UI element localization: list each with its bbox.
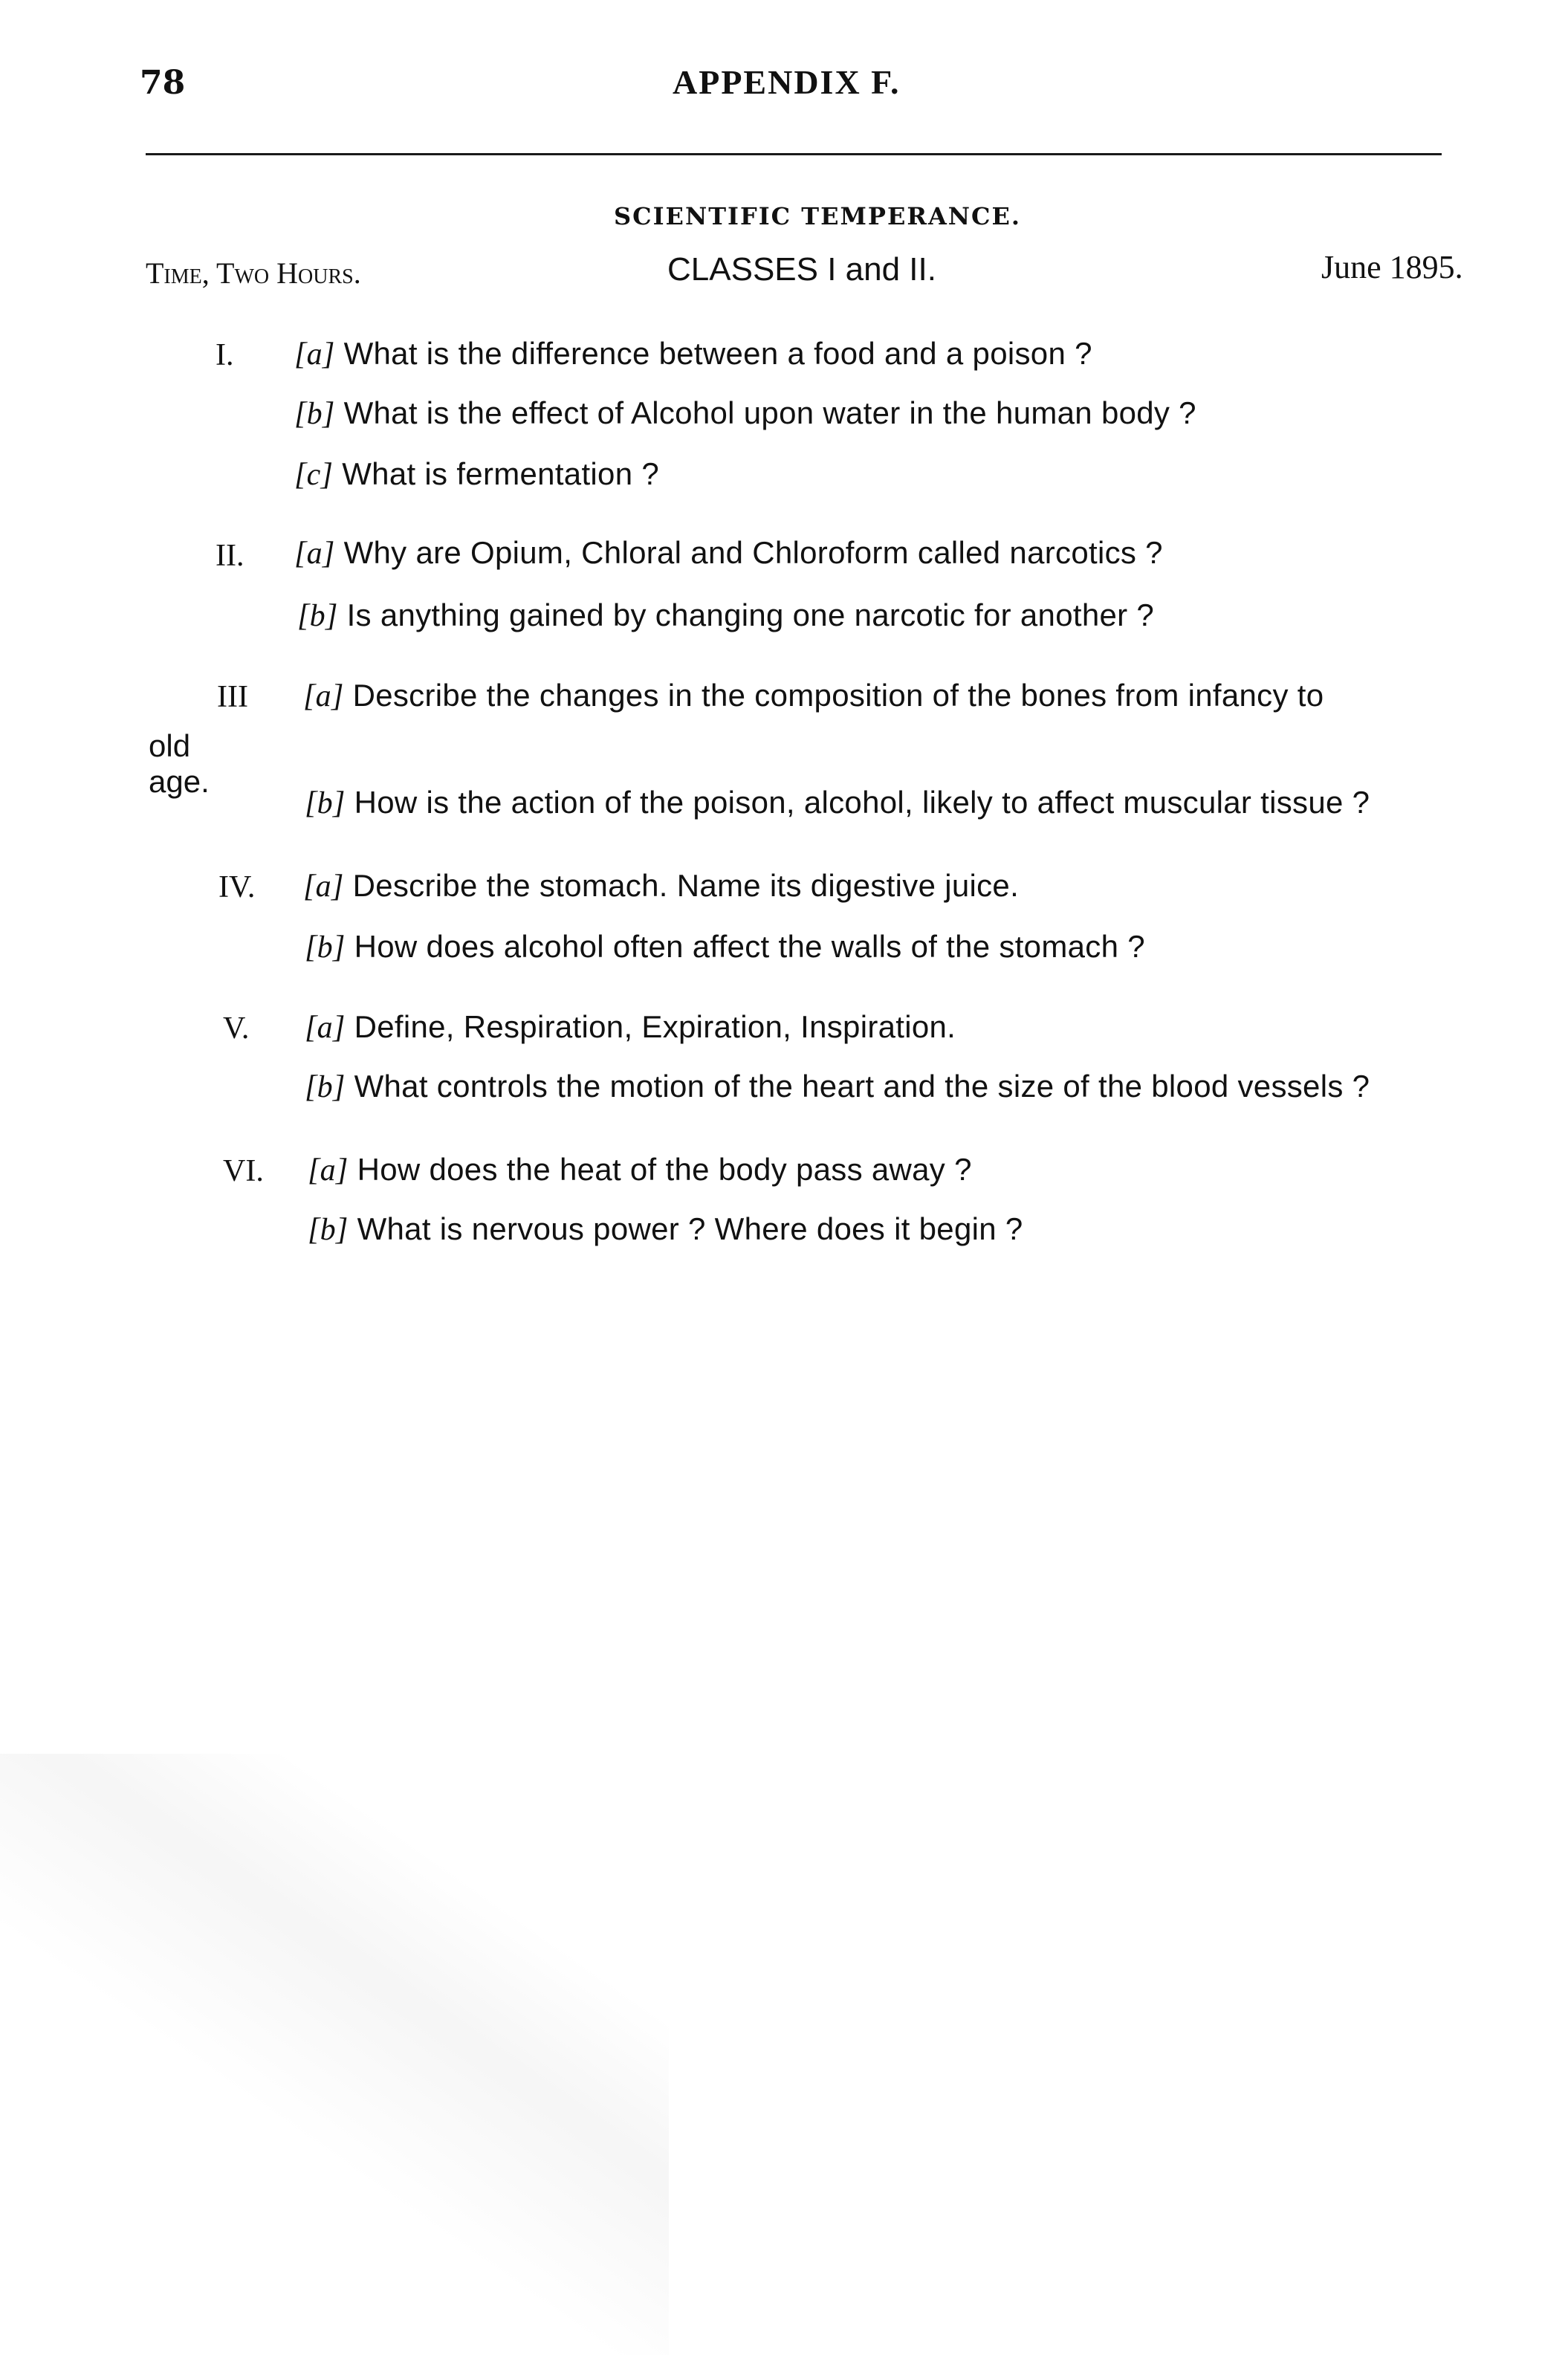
question-part [294, 535, 1163, 571]
part-text: What controls the motion of the heart and the size of the blood vessels ? [354, 1069, 1370, 1104]
part-label: [a] [294, 537, 335, 571]
part-text: Describe the changes in the composition of the bones from infancy to [352, 678, 1324, 713]
part-text: What is the difference between a food and a poison ? [343, 336, 1092, 371]
part-text: Why are Opium, Chloral and Chloroform called narcotics ? [343, 535, 1163, 570]
part-text: Is anything gained by changing one narcotic for another ? [346, 597, 1155, 632]
question-number: I. [216, 338, 234, 372]
part-text: How does the heat of the body pass away ? [357, 1152, 972, 1187]
question-part [294, 395, 1196, 432]
part-label: [b] [305, 786, 346, 820]
part-label: [b] [305, 930, 346, 965]
scan-shadow [0, 1754, 669, 2355]
part-label: [a] [303, 869, 344, 904]
page-number: 78 [140, 64, 186, 102]
header-rule [146, 153, 1442, 155]
question-part [308, 1211, 1023, 1248]
part-text: How is the action of the poison, alcohol, likely to affect muscular tissue ? [354, 785, 1370, 820]
section-title: SCIENTIFIC TEMPERANCE. [614, 202, 1022, 230]
question-part [305, 1069, 1370, 1105]
question-number: VI. [223, 1154, 264, 1188]
part-label: [a] [294, 337, 335, 372]
part-text: What is the effect of Alcohol upon water in the human body ? [343, 395, 1196, 430]
question-part [305, 929, 1145, 965]
question-part [297, 597, 1154, 634]
part-label: [a] [305, 1011, 346, 1045]
part-continuation: old age. [149, 728, 210, 799]
question-part [305, 785, 1370, 821]
question-part [294, 336, 1092, 372]
question-part [305, 1009, 956, 1046]
part-text: Define, Respiration, Expiration, Inspiration. [354, 1009, 956, 1044]
time-allowed: Time, Two Hours. [146, 256, 361, 290]
part-label: [b] [294, 397, 335, 431]
part-label: [a] [303, 679, 344, 713]
part-label: [a] [308, 1153, 349, 1188]
part-text: Describe the stomach. Name its digestive juice. [352, 868, 1020, 903]
part-label: [b] [305, 1070, 346, 1104]
question-number: II. [216, 539, 244, 573]
question-number: III [217, 680, 248, 714]
question-part [303, 678, 1324, 714]
part-text: How does alcohol often affect the walls of the stomach ? [354, 929, 1145, 964]
exam-date: June 1895. [1321, 249, 1463, 285]
question-number: IV. [218, 870, 256, 904]
question-part [303, 868, 1019, 904]
question-number: V. [223, 1011, 250, 1046]
question-part [308, 1152, 972, 1188]
part-text: What is fermentation ? [342, 456, 660, 491]
part-label: [b] [308, 1213, 349, 1247]
question-part [294, 456, 659, 493]
part-label: [c] [294, 458, 334, 492]
part-label: [b] [297, 599, 338, 633]
running-head: APPENDIX F. [673, 63, 901, 101]
part-text: What is nervous power ? Where does it begin ? [357, 1211, 1023, 1246]
classes-label: CLASSES I and II. [667, 251, 936, 288]
